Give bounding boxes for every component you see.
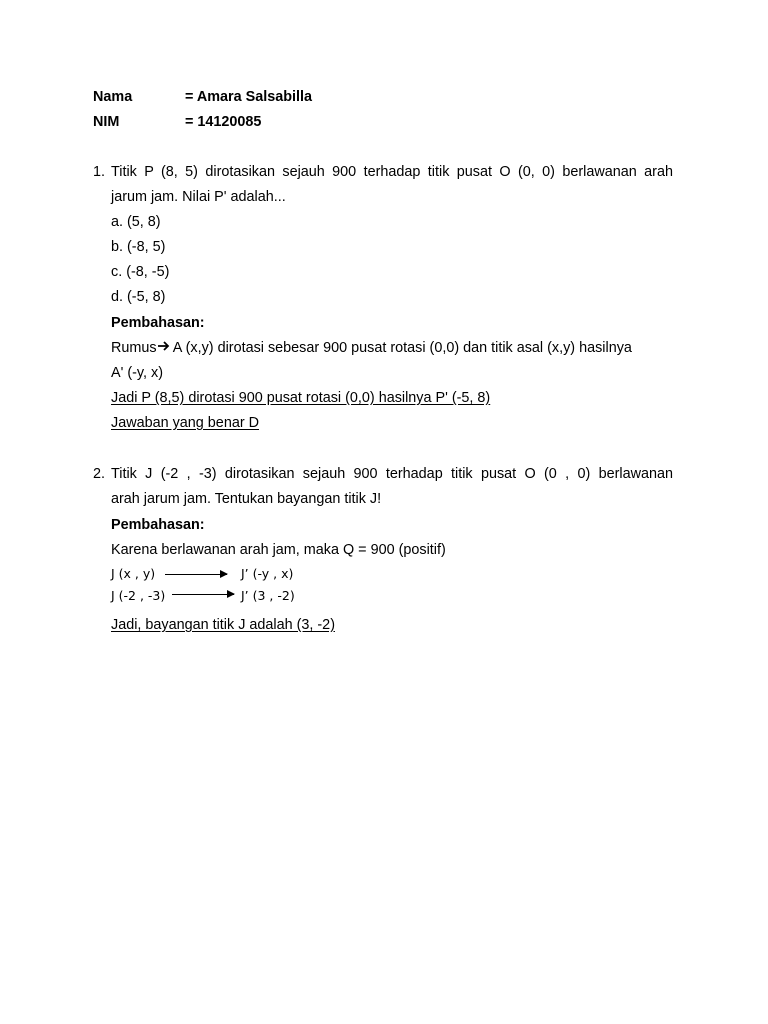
q2-map1-arrow-icon (165, 574, 227, 575)
q2-pembahasan-heading: Pembahasan: (111, 517, 205, 533)
nim-label: NIM (93, 114, 120, 130)
q2-number: 2. (93, 466, 106, 482)
q2-map1-from: J (x , y) (111, 566, 156, 581)
q2-map2-arrow-icon (172, 594, 234, 595)
name-value: = Amara Salsabilla (185, 89, 313, 105)
q1-line1: Titik P (8, 5) dirotasikan sejauh 900 terhadap titik pusat O (0, 0) berlawanan arah (111, 164, 673, 180)
q2-karena: Karena berlawanan arah jam, maka Q = 900 (positif) (111, 542, 446, 558)
q1-rumus-text: A (x,y) dirotasi sebesar 900 pusat rotasi (0,0) dan titik asal (x,y) hasilnya (169, 340, 632, 356)
nim-value: = 14120085 (185, 114, 262, 130)
q2-map2-to: J’ (3 , -2) (241, 588, 295, 603)
q1-answer: Jawaban yang benar D (111, 415, 260, 431)
name-label: Nama (93, 89, 133, 105)
q1-option-a: a. (5, 8) (111, 214, 161, 230)
q1-conclusion: Jadi P (8,5) dirotasi 900 pusat rotasi (0,0) hasilnya P' (-5, 8) (111, 390, 491, 406)
q2-map1-to: J’ (-y , x) (241, 566, 294, 581)
q1-option-d: d. (-5, 8) (111, 289, 166, 305)
arrow-right-icon (157, 339, 170, 357)
q1-rumus-label: Rumus (111, 340, 157, 356)
q2-line2: arah jarum jam. Tentukan bayangan titik J! (111, 491, 382, 507)
q1-option-b: b. (-8, 5) (111, 239, 166, 255)
q1-line2: jarum jam. Nilai P' adalah... (111, 189, 286, 205)
q2-line1: Titik J (-2 , -3) dirotasikan sejauh 900 terhadap titik pusat O (0 , 0) berlawanan (111, 466, 673, 482)
q1-number: 1. (93, 164, 106, 180)
q2-conclusion: Jadi, bayangan titik J adalah (3, -2) (111, 617, 335, 633)
q2-map2-from: J (-2 , -3) (111, 588, 166, 603)
q1-rumus-line2: A' (-y, x) (111, 365, 164, 381)
q1-option-c: c. (-8, -5) (111, 264, 170, 280)
q1-rumus-line (111, 339, 673, 357)
q1-pembahasan-heading: Pembahasan: (111, 315, 205, 331)
